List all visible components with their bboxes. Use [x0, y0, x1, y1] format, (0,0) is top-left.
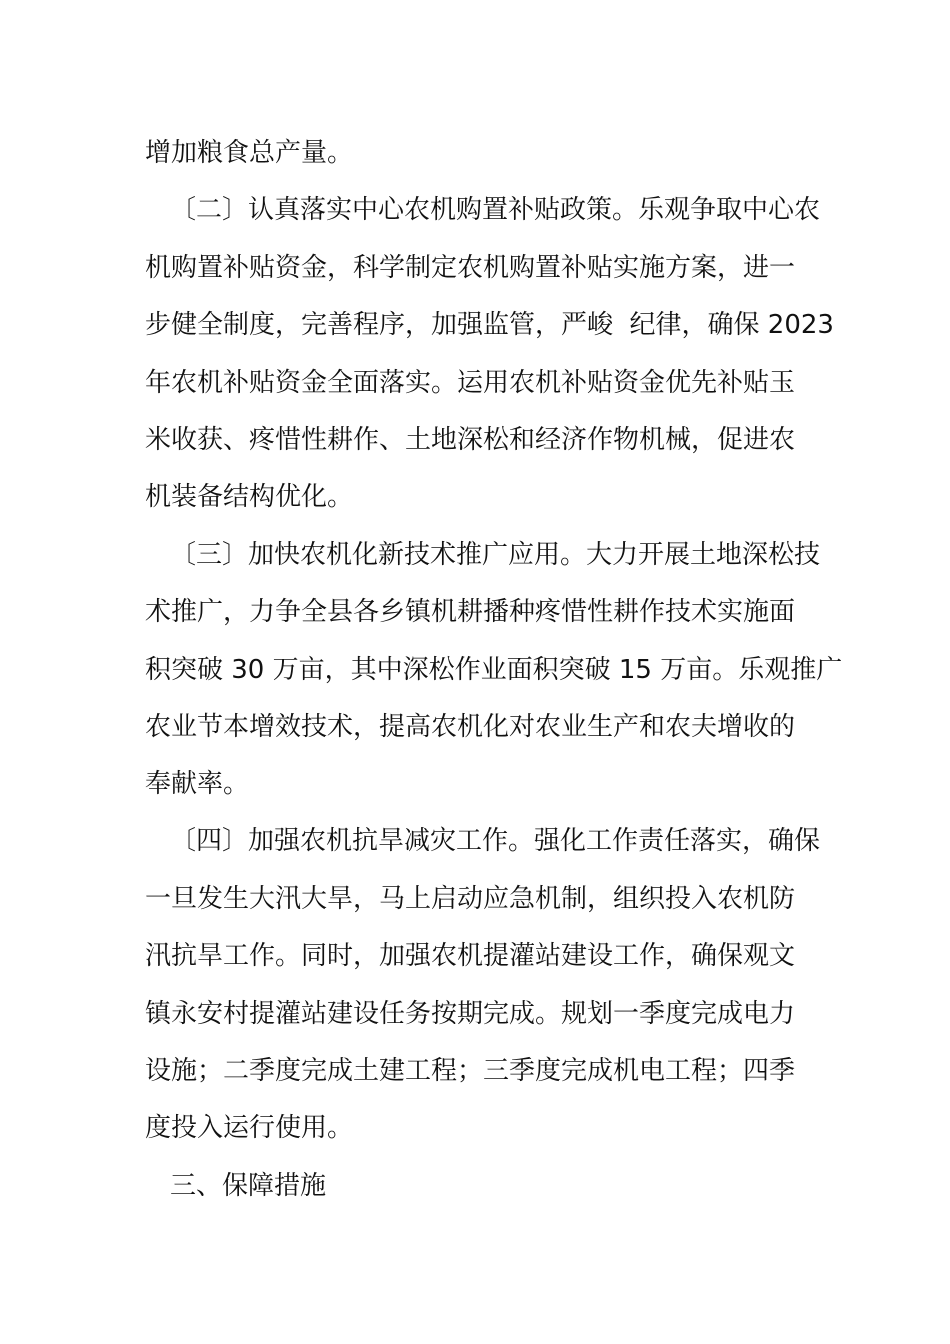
- paragraph-line: 镇永安村提灌站建设任务按期完成。规划一季度完成电力: [145, 999, 796, 1029]
- paragraph-line: 〔四〕加强农机抗旱减灾工作。强化工作责任落实，确保: [170, 826, 821, 856]
- paragraph-line: 奉献率。: [145, 769, 250, 799]
- paragraph-line: 〔二〕认真落实中心农机购置补贴政策。乐观争取中心农: [170, 195, 821, 225]
- paragraph-line: 农业节本增效技术，提高农机化对农业生产和农夫增收的: [145, 712, 796, 742]
- paragraph-line: 设施；二季度完成土建工程；三季度完成机电工程；四季: [145, 1056, 796, 1086]
- paragraph-line: 米收获、疼惜性耕作、土地深松和经济作物机械，促进农: [145, 425, 796, 455]
- paragraph-line: 年农机补贴资金全面落实。运用农机补贴资金优先补贴玉: [145, 368, 796, 398]
- paragraph-line: 步健全制度，完善程序，加强监管，严峻 纪律，确保 2023: [145, 310, 834, 340]
- paragraph-line: 汛抗旱工作。同时，加强农机提灌站建设工作，确保观文: [145, 941, 796, 971]
- section-heading: 三、保障措施: [170, 1171, 327, 1201]
- paragraph-line: 度投入运行使用。: [145, 1113, 354, 1143]
- paragraph-line: 一旦发生大汛大旱，马上启动应急机制，组织投入农机防: [145, 884, 796, 914]
- paragraph-line: 〔三〕加快农机化新技术推广应用。大力开展土地深松技: [170, 540, 821, 570]
- paragraph-line: 机装备结构优化。: [145, 482, 354, 512]
- paragraph-line: 术推广，力争全县各乡镇机耕播种疼惜性耕作技术实施面: [145, 597, 796, 627]
- paragraph-line: 积突破 30 万亩，其中深松作业面积突破 15 万亩。乐观推广: [145, 655, 843, 685]
- paragraph-line: 增加粮食总产量。: [145, 138, 354, 168]
- paragraph-line: 机购置补贴资金，科学制定农机购置补贴实施方案，进一: [145, 253, 796, 283]
